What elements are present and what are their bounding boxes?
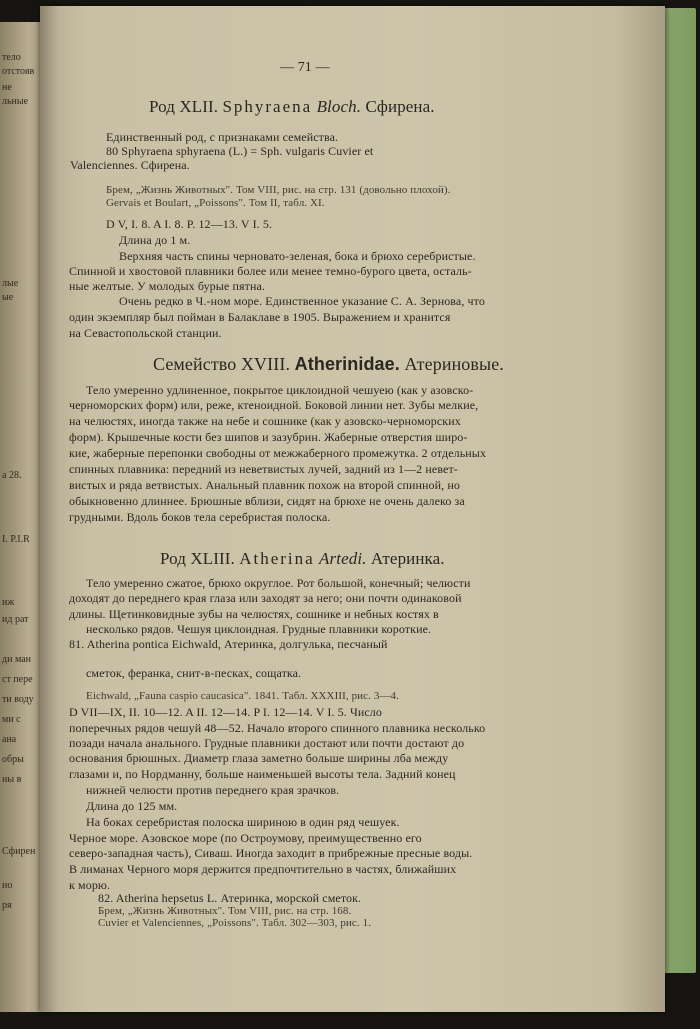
- body-line: форм). Крышечные кости без шипов и зазубрин. Жаберные отверстия широ-: [69, 430, 468, 444]
- book-page: [40, 6, 665, 1012]
- body-line: Длина до 1 м.: [119, 233, 191, 247]
- body-line: Тело умеренно сжатое, брюхо округлое. Рот большой, конечный; челюсти: [86, 576, 471, 590]
- family-prefix: Семейство XVIII.: [153, 354, 291, 374]
- left-page-fragment: льные: [2, 96, 29, 107]
- bibliography-line: Eichwald, „Fauna caspio caucasica". 1841. Табл. XXXIII, рис. 3—4.: [86, 690, 400, 702]
- left-page-fragment: ря: [2, 900, 12, 911]
- page-number: — 71 —: [280, 60, 330, 75]
- body-line: Длина до 125 мм.: [86, 799, 178, 813]
- genus-prefix: Род XLII.: [149, 97, 219, 116]
- family-common-name: Атериновые.: [404, 354, 504, 374]
- left-page-fragment: Сфирен: [2, 846, 36, 857]
- body-line: Единственный род, с признаками семейства.: [106, 130, 339, 144]
- body-line: доходят до переднего края глаза или заходят за него; они почти одинаковой: [69, 591, 462, 605]
- family-name: Atherinidae.: [294, 354, 400, 374]
- body-line: вистых и ряда ветвистых. Анальный плавник похож на второй спинной, но: [69, 478, 460, 492]
- body-line: северо-западная часть), Сиваш. Иногда заходит в прибрежные пресные воды.: [69, 846, 473, 860]
- genus-author: Bloch.: [316, 97, 362, 116]
- genus-name: Atherina: [239, 549, 315, 568]
- body-line: один экземпляр был пойман в Балаклаве в 1905. Выражением и хранится: [69, 310, 451, 324]
- body-line: поперечных рядов чешуй 48—52. Начало второго спинного плавника несколько: [69, 721, 486, 735]
- body-line: Тело умеренно удлиненное, покрытое циклоидной чешуею (как у азовско-: [86, 383, 474, 397]
- left-page-fragment: ид рат: [2, 614, 29, 625]
- genus-name: Sphyraena: [222, 97, 313, 116]
- body-line: На боках серебристая полоска шириною в один ряд чешуек.: [86, 815, 400, 829]
- body-line: Верхняя часть спины черновато-зеленая, бока и брюхо серебристые.: [119, 249, 476, 263]
- bibliography-line: Брем, „Жизнь Животных". Том VIII, рис. на стр. 131 (довольно плохой).: [106, 184, 451, 196]
- left-page-fragment: а 28.: [2, 470, 22, 481]
- body-line: В лиманах Черного моря держится предпочтительно в частях, ближайших: [69, 862, 457, 876]
- body-line: на челюстях, иногда также на небе и сошнике (как у азовско-черноморских: [69, 414, 461, 428]
- body-line: к морю.: [69, 878, 111, 892]
- left-page-fragment: ана: [2, 734, 17, 745]
- family-heading-atherinidae: [153, 354, 504, 375]
- body-line: ные желтые. У молодых бурые пятна.: [69, 279, 266, 293]
- bibliography-line: Cuvier et Valenciennes, „Poissons". Табл. 302—303, рис. 1.: [98, 917, 372, 929]
- left-page-fragment: иж: [2, 597, 15, 608]
- genus-prefix: Род XLIII.: [160, 549, 235, 568]
- body-line: кие, жаберные перепонки свободны от межжаберного промежутка. 2 отдельных: [69, 446, 487, 460]
- left-page-fragment: ти воду: [2, 694, 34, 705]
- species-line: 81. Atherina pontica Eichwald, Атеринка, долгулька, песчаный: [69, 637, 388, 651]
- left-page-fragment: ны в: [2, 774, 22, 785]
- left-page-fragment: I. P.I.R: [2, 534, 30, 545]
- genus-common-name: Сфирена.: [365, 97, 435, 116]
- left-page-fragment: ст пере: [2, 674, 33, 685]
- body-line: нижней челюсти против переднего края зрачков.: [86, 783, 340, 797]
- body-line: несколько рядов. Чешуя циклоидная. Грудные плавники короткие.: [86, 622, 432, 636]
- left-page-fragment: но: [2, 880, 13, 891]
- bibliography-line: Брем, „Жизнь Животных". Том VIII, рис. на стр. 168.: [98, 905, 352, 917]
- body-line: спинных плавника: передний из неветвистых лучей, задний из 1—2 невет-: [69, 462, 458, 476]
- bibliography-line: Gervais et Boulart, „Poissons". Том II, табл. XI.: [106, 197, 325, 209]
- body-line: Спинной и хвостовой плавники более или менее темно-бурого цвета, осталь-: [69, 264, 472, 278]
- body-line: позади начала анального. Грудные плавники достают или почти достают до: [69, 736, 465, 750]
- species-line: Valenciennes. Сфирена.: [70, 158, 190, 172]
- left-page-fragment: лые: [2, 278, 19, 289]
- left-page-fragment: ми с: [2, 714, 21, 725]
- page-text: [40, 6, 665, 1012]
- body-line: на Севастопольской станции.: [69, 326, 222, 340]
- left-page-fragment: отстояв: [2, 66, 35, 77]
- left-page-fragment: не: [2, 82, 12, 93]
- body-line: Черное море. Азовское море (по Остроумову, преимущественно его: [69, 831, 422, 845]
- species-line: 80 Sphyraena sphyraena (L.) = Sph. vulgaris Cuvier et: [106, 144, 374, 158]
- formula-line: D V, I. 8. A I. 8. P. 12—13. V I. 5.: [106, 217, 273, 231]
- genus-author: Artedi.: [319, 549, 367, 568]
- genus-heading-sphyraena: [149, 97, 435, 117]
- body-line: Очень редко в Ч.-ном море. Единственное указание С. А. Зернова, что: [119, 294, 485, 308]
- body-line: глазами и, по Нордманну, больше наименьшей высоты тела. Задний конец: [69, 767, 456, 781]
- genus-common-name: Атеринка.: [370, 549, 445, 568]
- body-line: обыкновенно длиннее. Брюшные вблизи, сидят на брюхе не очень далеко за: [69, 494, 465, 508]
- body-line: основания брюшных. Диаметр глаза заметно больше ширины лба между: [69, 751, 449, 765]
- body-line: грудными. Вдоль боков тела серебристая полоска.: [69, 510, 331, 524]
- genus-heading-atherina: [160, 549, 445, 569]
- left-page-fragment: тело: [2, 52, 21, 63]
- left-page-fragment: обры: [2, 754, 24, 765]
- species-line: 82. Atherina hepsetus L. Атеринка, морской сметок.: [98, 891, 362, 905]
- formula-line: D VII—IX, II. 10—12. A II. 12—14. P I. 12—14. V I. 5. Число: [69, 705, 382, 719]
- left-page-fragment: ди ман: [2, 654, 31, 665]
- left-page-fragment: ые: [2, 292, 14, 303]
- body-line: черноморских форм) или, реже, ктеноидной. Боковой линии нет. Зубы мелкие,: [69, 398, 479, 412]
- species-line: сметок, феранка, снит-в-песках, сощатка.: [86, 666, 302, 680]
- body-line: длины. Щетинковидные зубы на челюстях, сошнике и небных костях в: [69, 607, 439, 621]
